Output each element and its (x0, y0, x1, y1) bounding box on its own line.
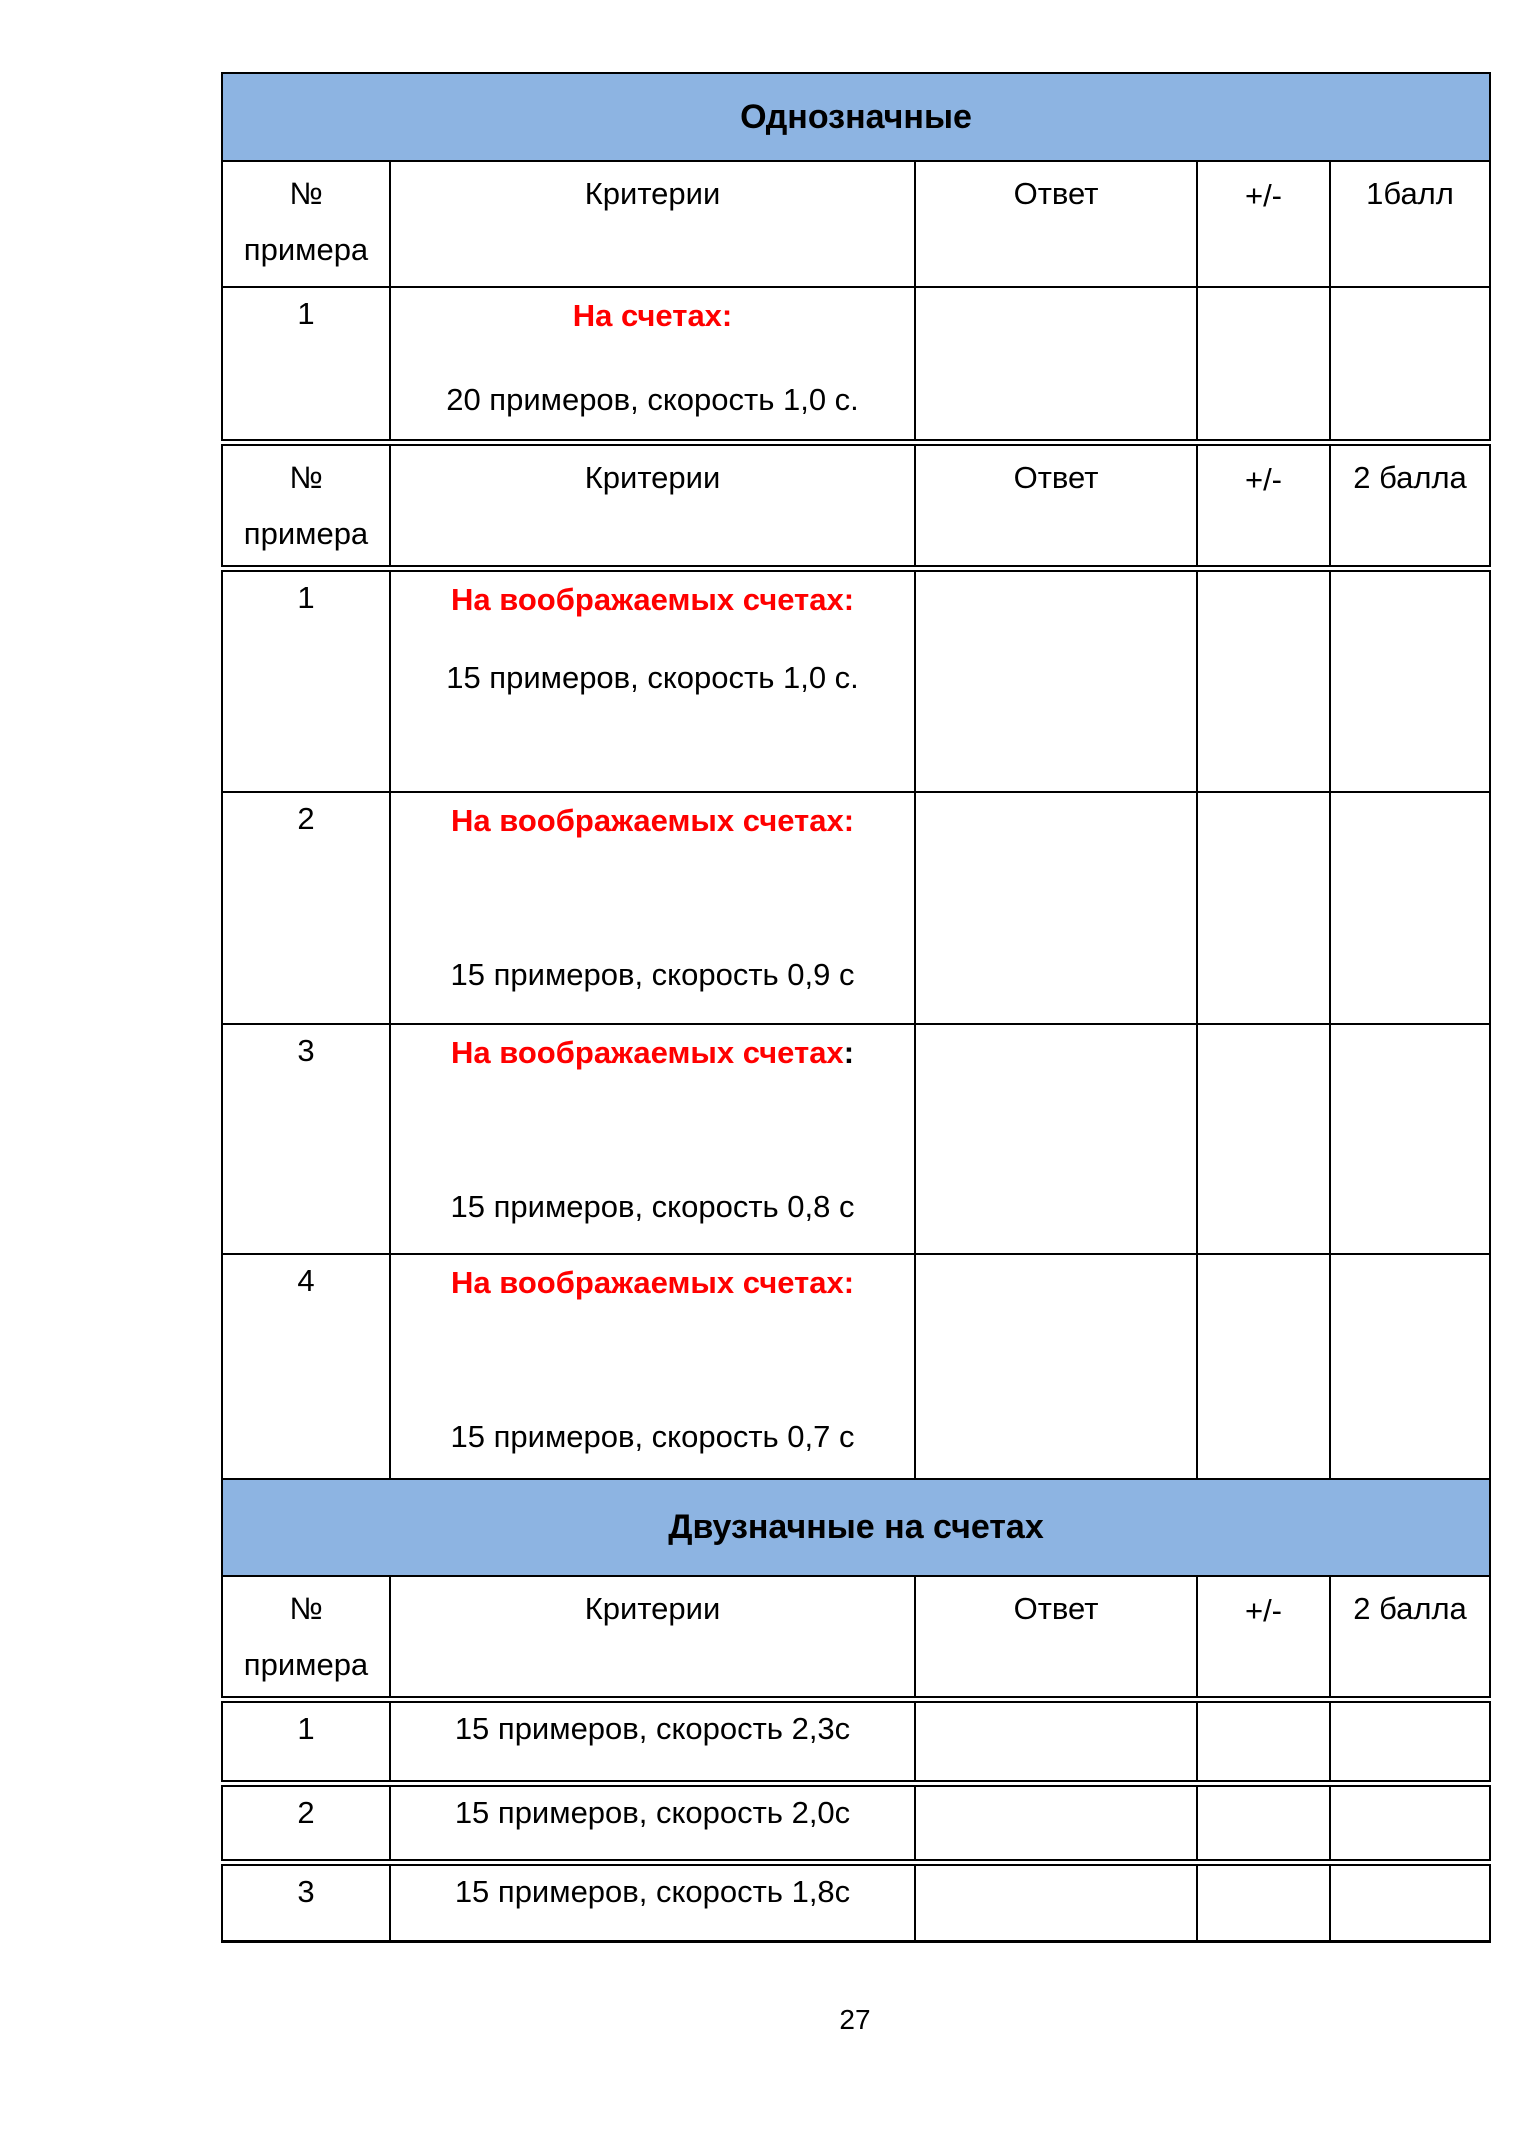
header-number-sublabel: примера (243, 232, 369, 267)
criteria-title-red: На воображаемых счетах: (450, 581, 855, 617)
answer-cell (915, 1783, 1197, 1862)
header-score-cell: 1балл (1330, 161, 1490, 287)
band-title: Однозначные (222, 73, 1490, 161)
answer-cell (915, 792, 1197, 1024)
answer-cell (915, 568, 1197, 792)
header-row-1 (222, 161, 1490, 287)
criteria-title-black: : (843, 1035, 855, 1070)
criteria-title (391, 582, 914, 618)
criteria-body: 15 примеров, скорость 1,0 с. (446, 659, 859, 695)
section-band-odnoznachnye (222, 73, 1490, 161)
header-number-cell (222, 161, 390, 287)
score-cell (1330, 1783, 1490, 1862)
criteria-body: 20 примеров, скорость 1,0 с. (446, 382, 859, 417)
plusminus-cell (1197, 287, 1330, 442)
number-cell: 2 (222, 1783, 390, 1862)
answer-cell (915, 1699, 1197, 1783)
criteria-body: 15 примеров, скорость 0,9 с (450, 957, 855, 992)
number-cell: 1 (222, 568, 390, 792)
header-number-sublabel: примера (243, 515, 369, 551)
criteria-cell (390, 287, 915, 442)
plusminus-cell (1197, 792, 1330, 1024)
header-answer-cell: Ответ (915, 161, 1197, 287)
criteria-body: 15 примеров, скорость 0,8 с (450, 1189, 855, 1224)
criteria-title (391, 1035, 914, 1071)
plusminus-cell (1197, 1862, 1330, 1941)
plusminus-cell (1197, 1024, 1330, 1254)
header-row-3 (222, 1576, 1490, 1699)
number-cell: 3 (222, 1024, 390, 1254)
criteria-cell (390, 1783, 915, 1862)
criteria-body: 15 примеров, скорость 2,3с (454, 1710, 851, 1746)
header-score-cell: 2 балла (1330, 442, 1490, 568)
criteria-cell (390, 1024, 915, 1254)
table-row (222, 792, 1490, 1024)
score-cell (1330, 792, 1490, 1024)
header-criteria-cell: Критерии (390, 161, 915, 287)
criteria-cell (390, 1254, 915, 1479)
plusminus-cell (1197, 1254, 1330, 1479)
page-number: 27 (839, 2004, 871, 2035)
number-cell: 1 (222, 1699, 390, 1783)
header-answer-cell: Ответ (915, 442, 1197, 568)
table-row (222, 1024, 1490, 1254)
score-cell (1330, 1862, 1490, 1941)
criteria-title-red: На счетах: (572, 298, 733, 333)
score-cell (1330, 287, 1490, 442)
table-row (222, 287, 1490, 442)
header-number-cell (222, 442, 390, 568)
header-number-label: № (289, 1591, 323, 1626)
criteria-title (391, 298, 914, 334)
criteria-cell (390, 792, 915, 1024)
criteria-cell (390, 1862, 915, 1941)
criteria-body: 15 примеров, скорость 2,0с (454, 1794, 851, 1830)
criteria-title-red: На воображаемых счетах: (450, 803, 855, 838)
criteria-title-red: На воображаемых счетах: (450, 1265, 855, 1300)
plusminus-cell (1197, 568, 1330, 792)
number-cell: 4 (222, 1254, 390, 1479)
header-number-sublabel: примера (243, 1647, 369, 1682)
plusminus-cell (1197, 1783, 1330, 1862)
header-row-2 (222, 442, 1490, 568)
number-cell: 3 (222, 1862, 390, 1941)
header-plusminus-cell: +/- (1197, 161, 1330, 287)
band-title: Двузначные на счетах (222, 1479, 1490, 1576)
answer-cell (915, 1254, 1197, 1479)
criteria-title-red: На воображаемых счетах (450, 1035, 844, 1070)
table-row (222, 1699, 1490, 1783)
scoring-table (221, 72, 1491, 1943)
table-row (222, 1254, 1490, 1479)
section-band-dvuznachnye (222, 1479, 1490, 1576)
plusminus-cell (1197, 1699, 1330, 1783)
header-number-label: № (289, 176, 323, 211)
answer-cell (915, 1862, 1197, 1941)
criteria-cell (390, 568, 915, 792)
criteria-body: 15 примеров, скорость 1,8с (454, 1873, 851, 1909)
header-answer-cell: Ответ (915, 1576, 1197, 1699)
header-number-label: № (289, 459, 323, 495)
score-cell (1330, 568, 1490, 792)
criteria-body: 15 примеров, скорость 0,7 с (450, 1419, 855, 1454)
number-cell: 1 (222, 287, 390, 442)
table-row (222, 1862, 1490, 1941)
header-score-cell: 2 балла (1330, 1576, 1490, 1699)
table-row (222, 1783, 1490, 1862)
header-plusminus-cell: +/- (1197, 442, 1330, 568)
score-cell (1330, 1254, 1490, 1479)
criteria-cell (390, 1699, 915, 1783)
criteria-title (391, 1265, 914, 1301)
header-criteria-cell: Критерии (390, 442, 915, 568)
score-cell (1330, 1024, 1490, 1254)
answer-cell (915, 287, 1197, 442)
criteria-title (391, 803, 914, 839)
header-plusminus-cell: +/- (1197, 1576, 1330, 1699)
answer-cell (915, 1024, 1197, 1254)
header-number-cell (222, 1576, 390, 1699)
score-cell (1330, 1699, 1490, 1783)
header-criteria-cell: Критерии (390, 1576, 915, 1699)
table-row (222, 568, 1490, 792)
number-cell: 2 (222, 792, 390, 1024)
